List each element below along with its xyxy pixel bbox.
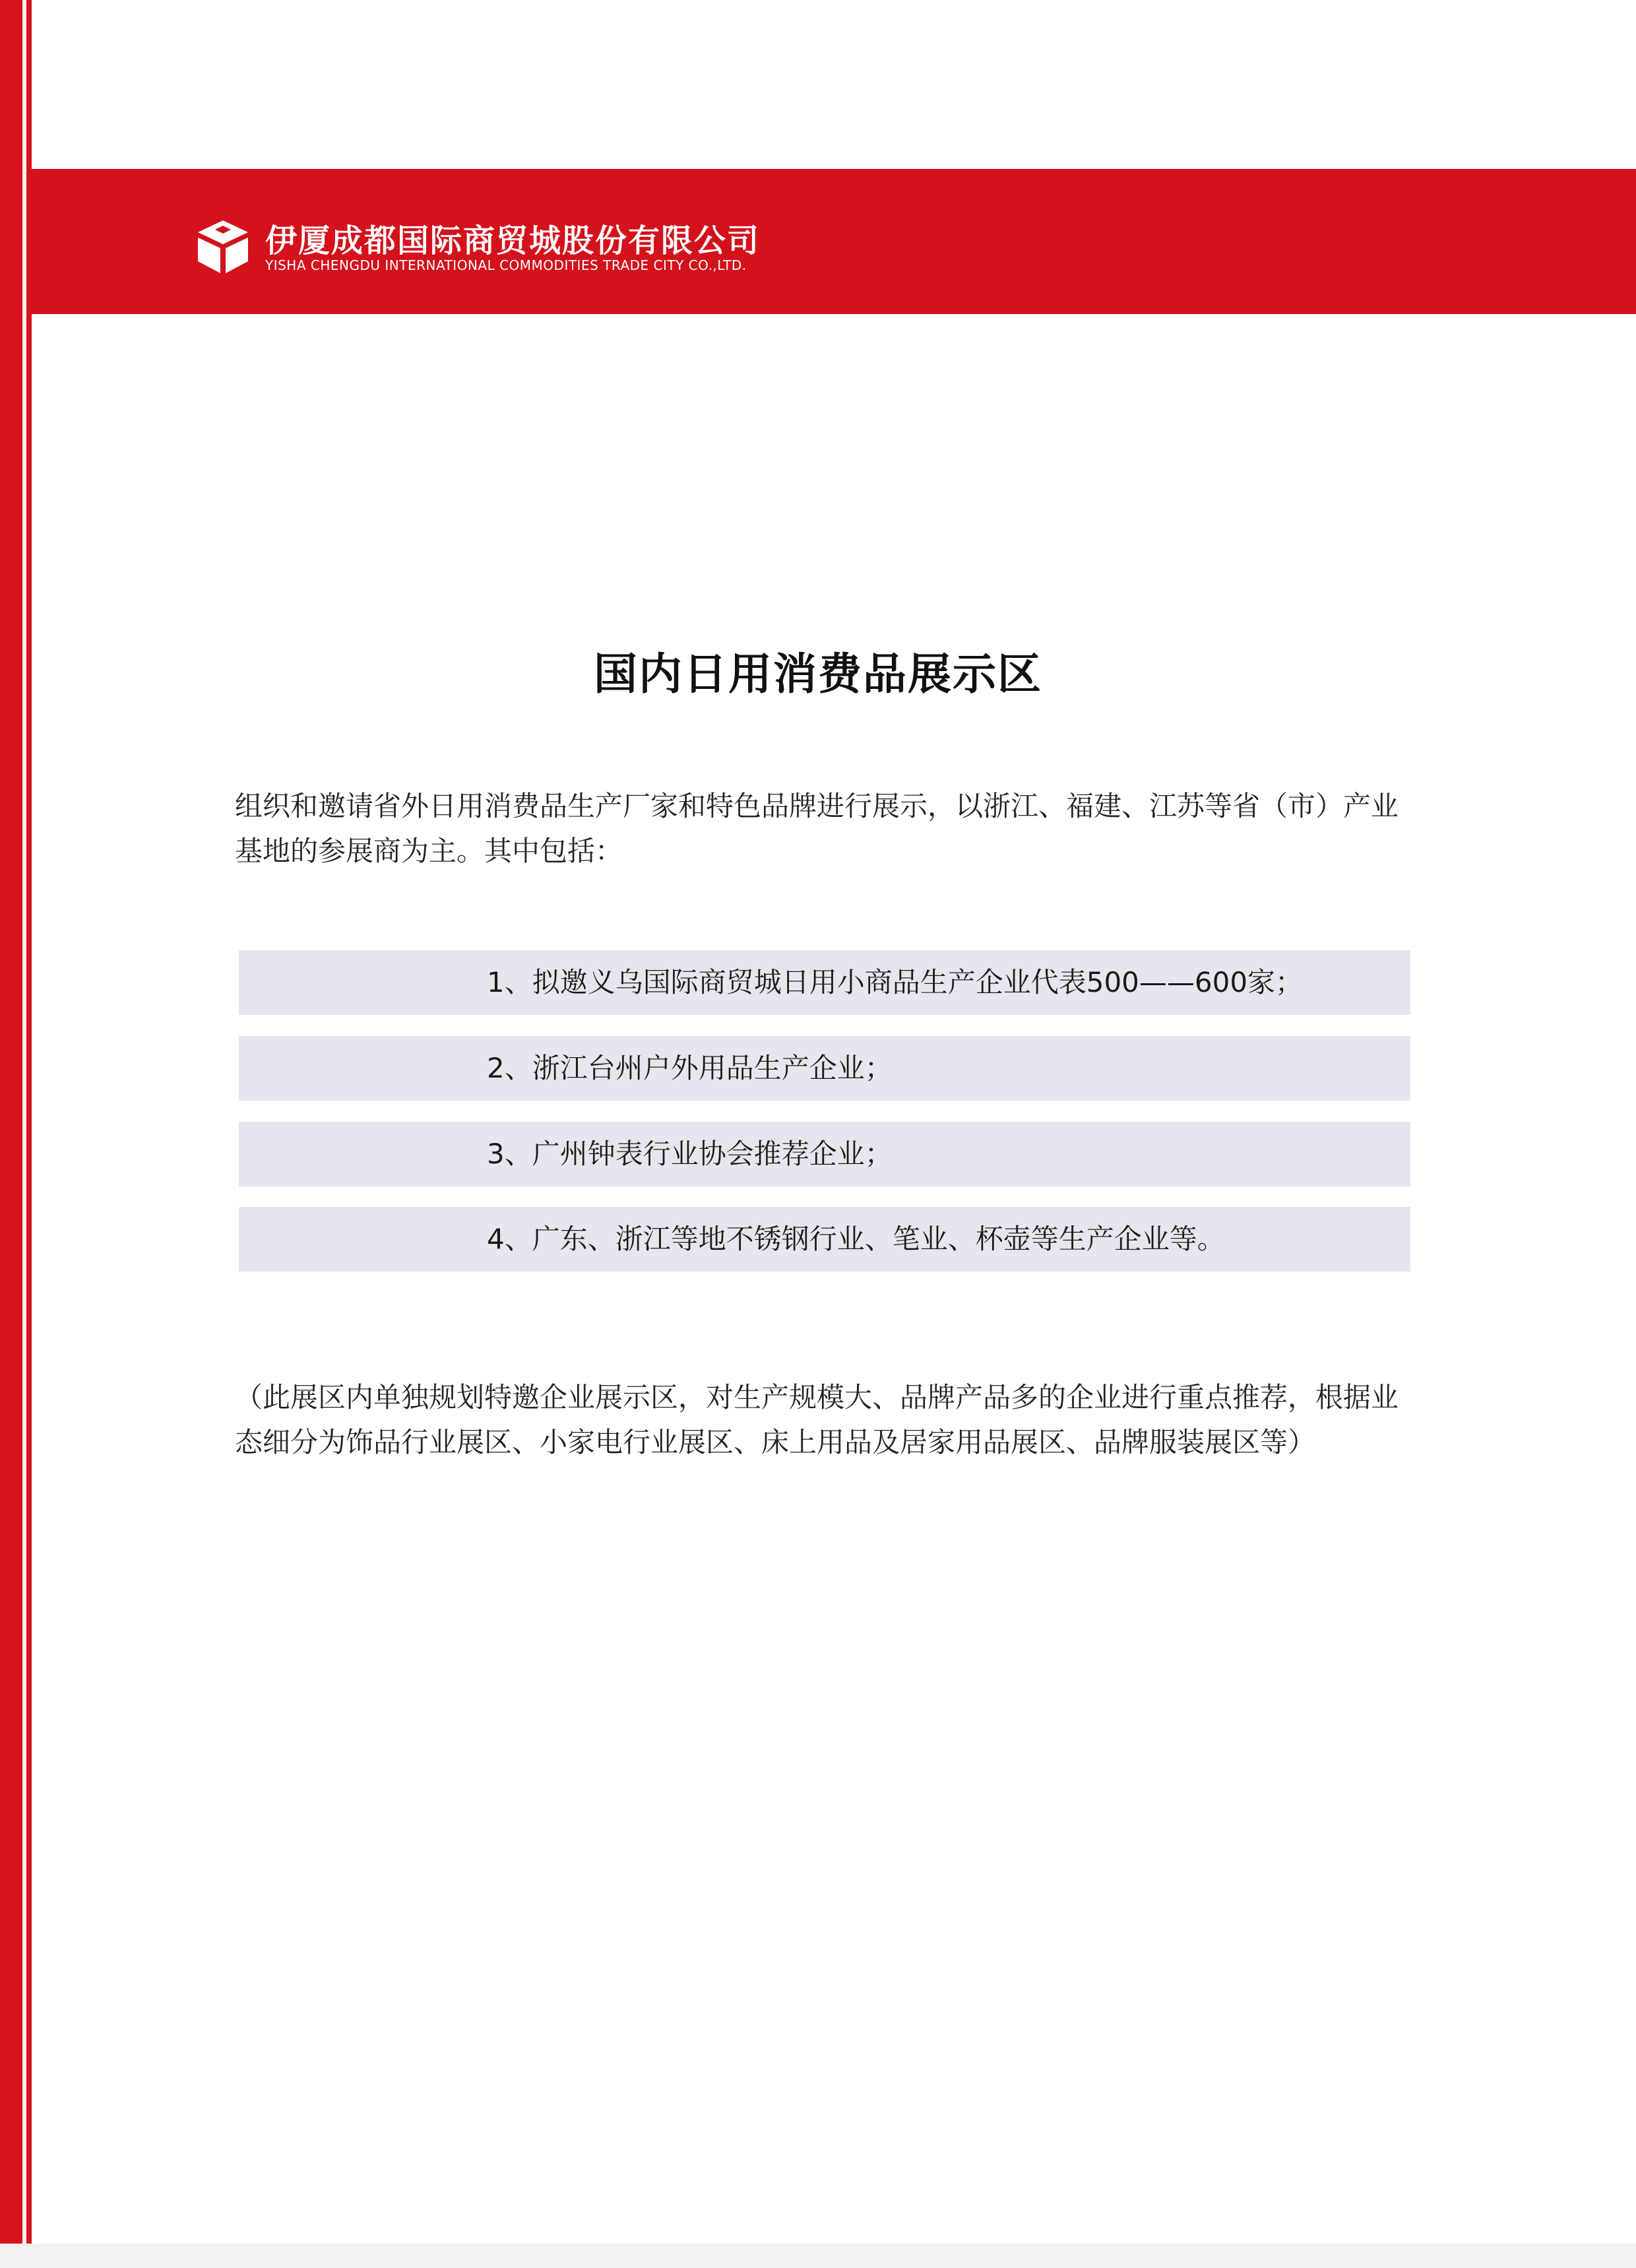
page-bottom-edge bbox=[0, 2244, 1636, 2268]
list-item: 1、拟邀义乌国际商贸城日用小商品生产企业代表500——600家； bbox=[239, 950, 1410, 1015]
company-name-en: YISHA CHENGDU INTERNATIONAL COMMODITIES TRADE CITY CO.,LTD. bbox=[265, 257, 747, 273]
left-red-stripe bbox=[0, 0, 32, 2268]
intro-line-1: 组织和邀请省外日用消费品生产厂家和特色品牌进行展示，以浙江、福建、江苏等省（市）产业 bbox=[235, 790, 1399, 822]
page-title: 国内日用消费品展示区 bbox=[594, 648, 1042, 699]
cube-logo-icon bbox=[195, 218, 251, 276]
company-name-cn: 伊厦成都国际商贸城股份有限公司 bbox=[265, 222, 761, 259]
list-item: 4、广东、浙江等地不锈钢行业、笔业、杯壶等生产企业等。 bbox=[239, 1207, 1410, 1272]
intro-paragraph bbox=[235, 784, 1416, 874]
note-line-1: （此展区内单独规划特邀企业展示区，对生产规模大、品牌产品多的企业进行重点推荐，根据业 bbox=[235, 1381, 1399, 1413]
intro-line-2: 基地的参展商为主。其中包括： bbox=[235, 835, 623, 867]
left-stripe-gap bbox=[22, 0, 26, 2268]
note-line-2: 态细分为饰品行业展区、小家电行业展区、床上用品及居家用品展区、品牌服装展区等） bbox=[235, 1426, 1316, 1458]
list-item: 2、浙江台州户外用品生产企业； bbox=[239, 1036, 1410, 1101]
note-paragraph bbox=[235, 1375, 1416, 1465]
list-item: 3、广州钟表行业协会推荐企业； bbox=[239, 1122, 1410, 1186]
